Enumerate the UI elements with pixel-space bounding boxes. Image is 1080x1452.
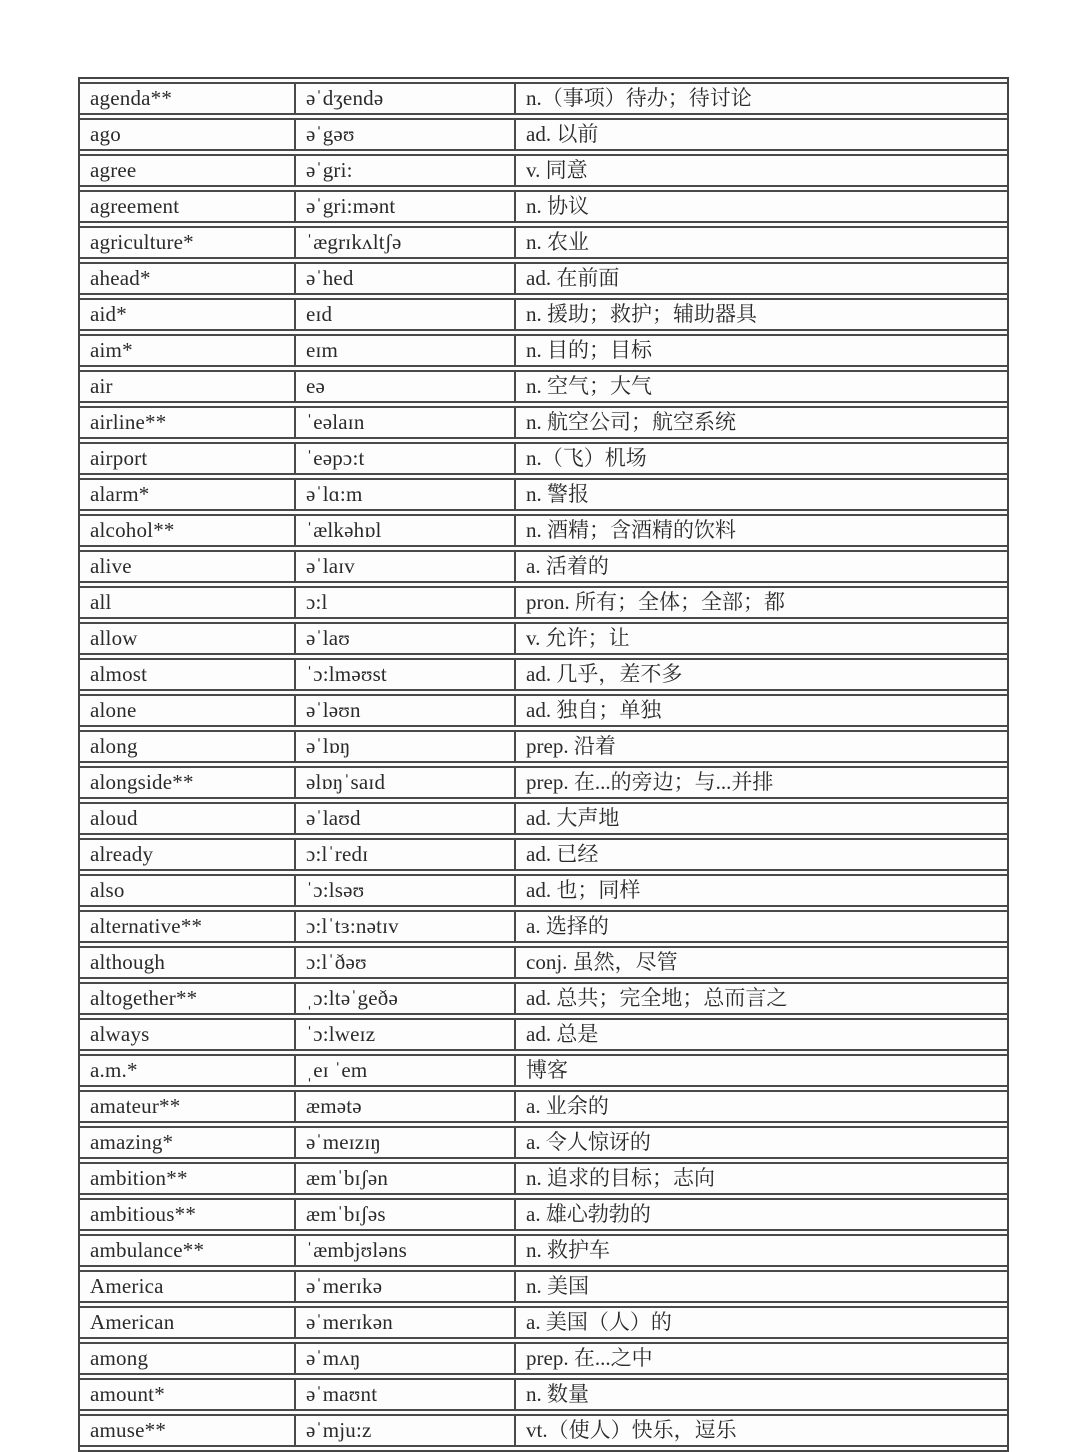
phonetic-cell: ˈeəpɔ:t xyxy=(294,442,514,475)
word-cell: always xyxy=(80,1018,294,1051)
word-cell: alternative** xyxy=(80,910,294,943)
meaning-cell: ad. 已经 xyxy=(514,838,1007,871)
word-cell: among xyxy=(80,1342,294,1375)
meaning-cell: prep. 在...的旁边；与...并排 xyxy=(514,766,1007,799)
table-row xyxy=(80,262,1007,295)
word-cell: alcohol** xyxy=(80,514,294,547)
table-row xyxy=(80,802,1007,835)
word-cell: already xyxy=(80,838,294,871)
phonetic-cell: əˈlaɪv xyxy=(294,550,514,583)
word-cell: amuse** xyxy=(80,1414,294,1447)
phonetic-cell: æmˈbɪʃəs xyxy=(294,1198,514,1231)
table-row xyxy=(80,730,1007,763)
word-cell: amazing* xyxy=(80,1126,294,1159)
meaning-cell: n. 航空公司；航空系统 xyxy=(514,406,1007,439)
table-row xyxy=(80,1126,1007,1159)
phonetic-cell: ˈɔ:lweɪz xyxy=(294,1018,514,1051)
phonetic-cell: əlɒŋˈsaɪd xyxy=(294,766,514,799)
meaning-cell: ad. 几乎，差不多 xyxy=(514,658,1007,691)
meaning-cell: n.（事项）待办；待讨论 xyxy=(514,82,1007,115)
vocabulary-table xyxy=(80,79,1007,1450)
word-cell: all xyxy=(80,586,294,619)
phonetic-cell: əˈlɑ:m xyxy=(294,478,514,511)
table-row xyxy=(80,226,1007,259)
phonetic-cell: ˈæmbjʊləns xyxy=(294,1234,514,1267)
phonetic-cell: ˈɔ:lsəʊ xyxy=(294,874,514,907)
meaning-cell: a. 美国（人）的 xyxy=(514,1306,1007,1339)
meaning-cell: conj. 虽然，尽管 xyxy=(514,946,1007,979)
phonetic-cell: ˈælkəhɒl xyxy=(294,514,514,547)
phonetic-cell: ɔ:lˈredɪ xyxy=(294,838,514,871)
phonetic-cell: əˈhed xyxy=(294,262,514,295)
table-row xyxy=(80,1414,1007,1447)
word-cell: a.m.* xyxy=(80,1054,294,1087)
word-cell: ambitious** xyxy=(80,1198,294,1231)
table-row xyxy=(80,1198,1007,1231)
table-row xyxy=(80,1342,1007,1375)
word-cell: air xyxy=(80,370,294,403)
phonetic-cell: əˈgəʊ xyxy=(294,118,514,151)
meaning-cell: n.（飞）机场 xyxy=(514,442,1007,475)
meaning-cell: a. 活着的 xyxy=(514,550,1007,583)
word-cell: amateur** xyxy=(80,1090,294,1123)
word-cell: aim* xyxy=(80,334,294,367)
meaning-cell: a. 令人惊讶的 xyxy=(514,1126,1007,1159)
table-row xyxy=(80,82,1007,115)
phonetic-cell: əˈləʊn xyxy=(294,694,514,727)
phonetic-cell: əˈlaʊd xyxy=(294,802,514,835)
phonetic-cell: əˈmerɪkən xyxy=(294,1306,514,1339)
word-cell: although xyxy=(80,946,294,979)
meaning-cell: n. 协议 xyxy=(514,190,1007,223)
word-cell: agriculture* xyxy=(80,226,294,259)
table-row xyxy=(80,1162,1007,1195)
word-cell: almost xyxy=(80,658,294,691)
meaning-cell: ad. 在前面 xyxy=(514,262,1007,295)
word-cell: agreement xyxy=(80,190,294,223)
table-row xyxy=(80,694,1007,727)
meaning-cell: n. 追求的目标；志向 xyxy=(514,1162,1007,1195)
meaning-cell: n. 美国 xyxy=(514,1270,1007,1303)
meaning-cell: ad. 也；同样 xyxy=(514,874,1007,907)
table-row xyxy=(80,406,1007,439)
meaning-cell: ad. 独自；单独 xyxy=(514,694,1007,727)
word-cell: aid* xyxy=(80,298,294,331)
word-cell: alive xyxy=(80,550,294,583)
meaning-cell: prep. 沿着 xyxy=(514,730,1007,763)
phonetic-cell: eə xyxy=(294,370,514,403)
phonetic-cell: əˈgri:mənt xyxy=(294,190,514,223)
table-row xyxy=(80,190,1007,223)
word-cell: alongside** xyxy=(80,766,294,799)
meaning-cell: v. 允许；让 xyxy=(514,622,1007,655)
word-cell: altogether** xyxy=(80,982,294,1015)
table-row xyxy=(80,766,1007,799)
word-cell: also xyxy=(80,874,294,907)
phonetic-cell: əˈlɒŋ xyxy=(294,730,514,763)
table-row xyxy=(80,514,1007,547)
phonetic-cell: əˈmaʊnt xyxy=(294,1378,514,1411)
phonetic-cell: ˈɔ:lməʊst xyxy=(294,658,514,691)
table-row xyxy=(80,118,1007,151)
table-row xyxy=(80,874,1007,907)
phonetic-cell: ɔ:l xyxy=(294,586,514,619)
phonetic-cell: ˌeɪ ˈem xyxy=(294,1054,514,1087)
phonetic-cell: əˈmerɪkə xyxy=(294,1270,514,1303)
table-row xyxy=(80,442,1007,475)
table-row xyxy=(80,1054,1007,1087)
word-cell: ambition** xyxy=(80,1162,294,1195)
meaning-cell: ad. 总是 xyxy=(514,1018,1007,1051)
meaning-cell: n. 救护车 xyxy=(514,1234,1007,1267)
phonetic-cell: ˈægrɪkʌltʃə xyxy=(294,226,514,259)
vocab-tbody xyxy=(80,82,1007,1447)
meaning-cell: n. 酒精；含酒精的饮料 xyxy=(514,514,1007,547)
meaning-cell: ad. 总共；完全地；总而言之 xyxy=(514,982,1007,1015)
table-row xyxy=(80,586,1007,619)
table-row xyxy=(80,838,1007,871)
word-cell: America xyxy=(80,1270,294,1303)
meaning-cell: a. 雄心勃勃的 xyxy=(514,1198,1007,1231)
phonetic-cell: əˈgri: xyxy=(294,154,514,187)
phonetic-cell: æmˈbɪʃən xyxy=(294,1162,514,1195)
meaning-cell: ad. 大声地 xyxy=(514,802,1007,835)
word-cell: ago xyxy=(80,118,294,151)
table-row xyxy=(80,982,1007,1015)
meaning-cell: ad. 以前 xyxy=(514,118,1007,151)
table-row xyxy=(80,370,1007,403)
table-row xyxy=(80,1018,1007,1051)
table-row xyxy=(80,1270,1007,1303)
phonetic-cell: eɪd xyxy=(294,298,514,331)
table-row xyxy=(80,622,1007,655)
phonetic-cell: əˈdʒendə xyxy=(294,82,514,115)
phonetic-cell: ˈeəlaɪn xyxy=(294,406,514,439)
word-cell: airline** xyxy=(80,406,294,439)
table-row xyxy=(80,1090,1007,1123)
word-cell: allow xyxy=(80,622,294,655)
table-row xyxy=(80,298,1007,331)
table-row xyxy=(80,334,1007,367)
phonetic-cell: æmətə xyxy=(294,1090,514,1123)
meaning-cell: a. 选择的 xyxy=(514,910,1007,943)
table-row xyxy=(80,550,1007,583)
table-row xyxy=(80,910,1007,943)
table-row xyxy=(80,154,1007,187)
phonetic-cell: əˈmeɪzɪŋ xyxy=(294,1126,514,1159)
table-row xyxy=(80,946,1007,979)
word-cell: American xyxy=(80,1306,294,1339)
meaning-cell: n. 援助；救护；辅助器具 xyxy=(514,298,1007,331)
phonetic-cell: əˈmju:z xyxy=(294,1414,514,1447)
phonetic-cell: eɪm xyxy=(294,334,514,367)
meaning-cell: n. 警报 xyxy=(514,478,1007,511)
word-cell: agree xyxy=(80,154,294,187)
word-cell: along xyxy=(80,730,294,763)
document-page xyxy=(78,77,1009,1452)
table-row xyxy=(80,1378,1007,1411)
phonetic-cell: ɔ:lˈtɜ:nətɪv xyxy=(294,910,514,943)
meaning-cell: n. 数量 xyxy=(514,1378,1007,1411)
meaning-cell: pron. 所有；全体；全部；都 xyxy=(514,586,1007,619)
phonetic-cell: ˌɔ:ltəˈgeðə xyxy=(294,982,514,1015)
meaning-cell: prep. 在...之中 xyxy=(514,1342,1007,1375)
table-row xyxy=(80,1306,1007,1339)
table-row xyxy=(80,658,1007,691)
table-row xyxy=(80,1234,1007,1267)
meaning-cell: n. 空气；大气 xyxy=(514,370,1007,403)
meaning-cell: a. 业余的 xyxy=(514,1090,1007,1123)
table-row xyxy=(80,478,1007,511)
word-cell: ambulance** xyxy=(80,1234,294,1267)
word-cell: ahead* xyxy=(80,262,294,295)
meaning-cell: 博客 xyxy=(514,1054,1007,1087)
meaning-cell: n. 农业 xyxy=(514,226,1007,259)
vocabulary-table-border xyxy=(78,77,1009,1452)
word-cell: amount* xyxy=(80,1378,294,1411)
word-cell: airport xyxy=(80,442,294,475)
word-cell: alone xyxy=(80,694,294,727)
word-cell: aloud xyxy=(80,802,294,835)
meaning-cell: v. 同意 xyxy=(514,154,1007,187)
word-cell: agenda** xyxy=(80,82,294,115)
meaning-cell: vt.（使人）快乐，逗乐 xyxy=(514,1414,1007,1447)
phonetic-cell: əˈmʌŋ xyxy=(294,1342,514,1375)
word-cell: alarm* xyxy=(80,478,294,511)
phonetic-cell: ɔ:lˈðəʊ xyxy=(294,946,514,979)
meaning-cell: n. 目的；目标 xyxy=(514,334,1007,367)
phonetic-cell: əˈlaʊ xyxy=(294,622,514,655)
